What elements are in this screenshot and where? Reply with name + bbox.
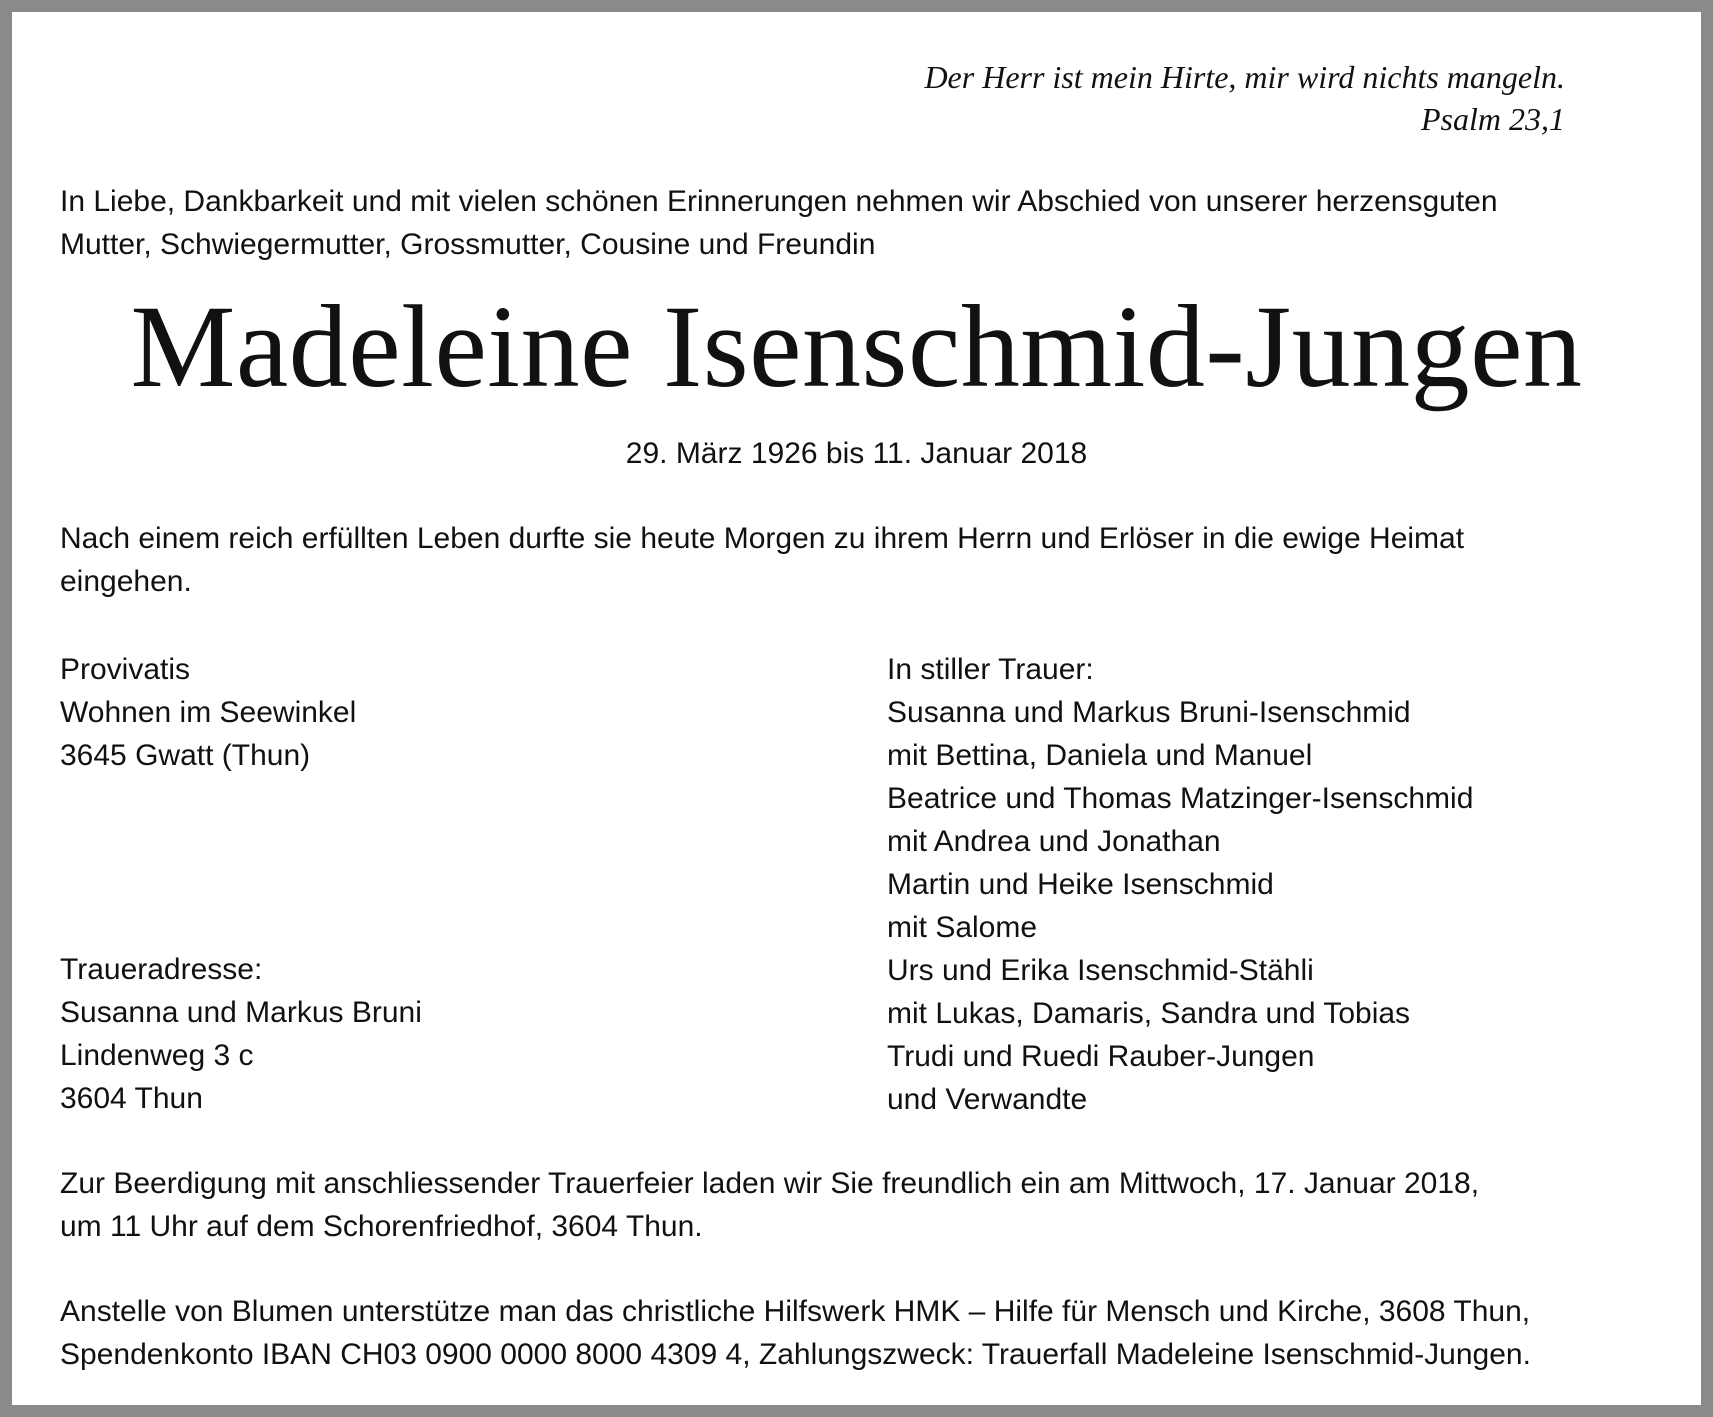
mourners-block: [887, 648, 1473, 1121]
mourners-line: Urs und Erika Isenschmid-Stähli: [887, 954, 1314, 987]
funeral-paragraph: [60, 1162, 1650, 1248]
donation-line-1: Anstelle von Blumen unterstütze man das christliche Hilfswerk HMK – Hilfe für Mensch und Kirche, 3608 Thun,: [60, 1295, 1531, 1328]
life-dates: 29. März 1926 bis 11. Januar 2018: [625, 437, 1088, 470]
funeral-line-2: um 11 Uhr auf dem Schorenfriedhof, 3604 Thun.: [60, 1210, 703, 1243]
mourners-line: In stiller Trauer:: [887, 653, 1094, 686]
residence-block: [60, 648, 356, 777]
donation-paragraph: [60, 1290, 1650, 1376]
mourners-line: mit Bettina, Daniela und Manuel: [887, 739, 1313, 772]
mourning-address-line: 3604 Thun: [60, 1082, 203, 1115]
donation-line-2: Spendenkonto IBAN CH03 0900 0000 8000 4309 4, Zahlungszweck: Trauerfall Madeleine Isenschmid-Jungen.: [60, 1338, 1531, 1371]
mourners-line: und Verwandte: [887, 1083, 1088, 1116]
intro-line-1: In Liebe, Dankbarkeit und mit vielen schönen Erinnerungen nehmen wir Abschied von unserer herzensguten: [60, 185, 1498, 218]
mourners-line: mit Salome: [887, 911, 1038, 944]
passing-paragraph: [60, 517, 1650, 603]
residence-line: Wohnen im Seewinkel: [60, 696, 357, 729]
mourning-address-block: [60, 948, 422, 1120]
residence-line: 3645 Gwatt (Thun): [60, 739, 311, 772]
deceased-name: Madeleine Isenschmid-Jungen: [130, 281, 1583, 412]
mourners-line: mit Lukas, Damaris, Sandra und Tobias: [887, 997, 1411, 1030]
residence-line: Provivatis: [60, 653, 191, 686]
mourning-address-line: Traueradresse:: [60, 953, 263, 986]
mourners-line: Beatrice und Thomas Matzinger-Isenschmid: [887, 782, 1474, 815]
passing-line-2: eingehen.: [60, 565, 192, 598]
intro-line-2: Mutter, Schwiegermutter, Grossmutter, Cousine und Freundin: [60, 228, 876, 261]
motto-quote: Der Herr ist mein Hirte, mir wird nichts mangeln.: [924, 59, 1565, 95]
mourning-address-line: Susanna und Markus Bruni: [60, 996, 422, 1029]
mourners-line: Trudi und Ruedi Rauber-Jungen: [887, 1040, 1315, 1073]
mourners-line: Martin und Heike Isenschmid: [887, 868, 1274, 901]
intro-paragraph: [60, 180, 1650, 266]
bible-motto: [924, 56, 1565, 140]
mourners-line: mit Andrea und Jonathan: [887, 825, 1221, 858]
passing-line-1: Nach einem reich erfüllten Leben durfte sie heute Morgen zu ihrem Herrn und Erlöser in die ewige Heimat: [60, 522, 1465, 555]
funeral-line-1: Zur Beerdigung mit anschliessender Trauerfeier laden wir Sie freundlich ein am Mittwoch, 17. Januar 2018,: [60, 1167, 1480, 1200]
motto-reference: Psalm 23,1: [1421, 101, 1565, 137]
mourning-address-line: Lindenweg 3 c: [60, 1039, 254, 1072]
obituary-page: [12, 12, 1701, 1405]
mourners-line: Susanna und Markus Bruni-Isenschmid: [887, 696, 1411, 729]
